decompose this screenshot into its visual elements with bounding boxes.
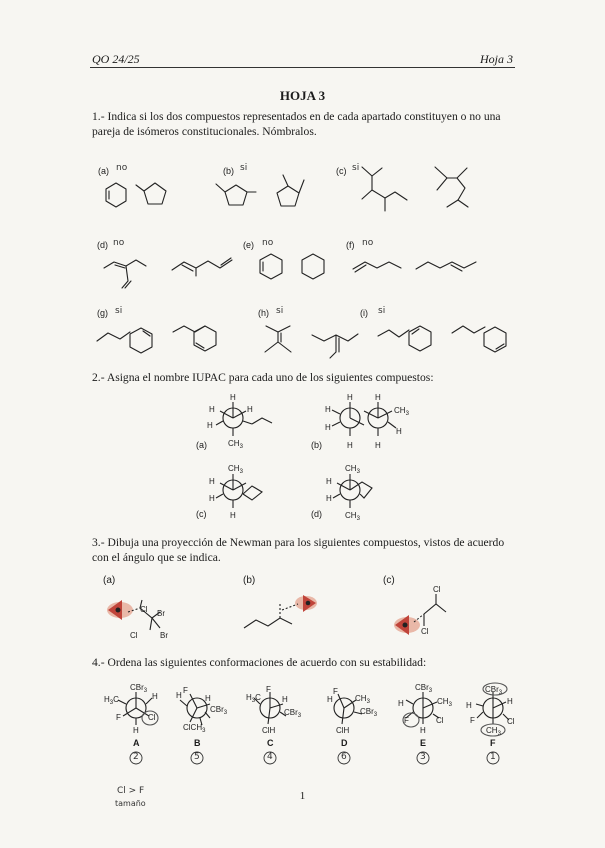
- svg-text:H: H: [420, 726, 426, 735]
- sheet-header: Hoja 3: [480, 52, 513, 66]
- svg-text:H3C: $H_3C$: [246, 693, 261, 704]
- conformation-rank-c: 4: [267, 752, 273, 762]
- q1-note-h: si: [276, 306, 284, 316]
- svg-text:H: H: [326, 477, 332, 486]
- svg-text:H: H: [375, 441, 381, 450]
- q1-label-c: (c): [336, 166, 347, 176]
- page-title: HOJA 3: [279, 88, 326, 103]
- conformation-rank-e: 3: [420, 752, 426, 762]
- question-1-text: Indica si los dos compuestos representados en de cada apartado constituyen o no una pareja de isómeros constitucionales. Nómbralos.: [92, 110, 501, 138]
- svg-text:H: H: [152, 692, 158, 701]
- q2-label-c: (c): [196, 509, 207, 519]
- q1-note-g: si: [115, 306, 123, 316]
- svg-text:CH3: $CH_3$: [228, 439, 243, 450]
- svg-text:CBr3: CBr$_3$: [485, 685, 503, 696]
- q1-label-b: (b): [223, 166, 234, 176]
- svg-text:H: H: [375, 393, 381, 402]
- conformation-rank-b: 5: [194, 752, 200, 762]
- svg-text:H: H: [398, 699, 404, 708]
- svg-text:H: H: [209, 405, 215, 414]
- svg-text:Cl: Cl: [433, 585, 441, 594]
- svg-text:Br: Br: [160, 631, 168, 640]
- svg-text:H: H: [176, 691, 182, 700]
- conformation-letter-e: E: [420, 738, 427, 748]
- svg-text:F: F: [470, 716, 475, 725]
- handwritten-note-line-1: Cl > F: [117, 786, 145, 796]
- svg-text:F: F: [183, 686, 188, 695]
- question-4-number: 4.-: [92, 656, 105, 669]
- svg-text:ClCH3: ClCH$_3$: [183, 723, 206, 734]
- svg-text:CBr3: CBr$_3$: [415, 683, 433, 694]
- svg-text:F: F: [333, 687, 338, 696]
- svg-text:H: H: [209, 477, 215, 486]
- svg-text:CBr3: CBr$_3$: [210, 705, 228, 716]
- question-3-text: Dibuja una proyección de Newman para los siguientes compuestos, vistos de acuerdo con el ángulo que se indica.: [92, 536, 505, 564]
- q2-label-a: (a): [196, 440, 207, 450]
- course-header: QO 24/25: [92, 52, 140, 66]
- q1-note-e: no: [262, 238, 274, 248]
- svg-text:F: F: [266, 685, 271, 694]
- conformation-letter-c: C: [267, 738, 274, 748]
- svg-text:Cl: Cl: [421, 627, 429, 636]
- svg-text:H: H: [507, 697, 513, 706]
- q1-label-i: (i): [360, 308, 368, 318]
- svg-text:CH3: $CH_3$: [228, 464, 243, 475]
- svg-text:F: F: [404, 716, 409, 725]
- svg-text:H: H: [247, 405, 253, 414]
- svg-text:CBr3: CBr$_3$: [360, 707, 378, 718]
- svg-text:H: H: [326, 494, 332, 503]
- conformation-rank-a: 2: [133, 752, 139, 762]
- handwritten-note-line-2: tamaño: [115, 799, 146, 808]
- q3-label-c: (c): [383, 575, 395, 586]
- svg-text:H: H: [347, 393, 353, 402]
- svg-text:CBr3: CBr$_3$: [284, 708, 302, 719]
- q1-note-a: no: [116, 163, 128, 173]
- conformation-letter-f: F: [490, 738, 496, 748]
- question-2-text: Asigna el nombre IUPAC para cada uno de los siguientes compuestos:: [106, 371, 434, 384]
- q1-note-i: si: [378, 306, 386, 316]
- question-3-number: 3.-: [92, 536, 105, 549]
- svg-text:H: H: [133, 726, 139, 735]
- question-2-number: 2.-: [92, 371, 105, 384]
- svg-text:H: H: [207, 421, 213, 430]
- question-4-text: Ordena las siguientes conformaciones de acuerdo con su estabilidad:: [107, 656, 427, 669]
- q1-label-g: (g): [97, 308, 108, 318]
- svg-text:H: H: [396, 427, 402, 436]
- q1-note-f: no: [362, 238, 374, 248]
- svg-text:CH3: $CH_3$: [355, 694, 370, 705]
- conformation-letter-b: B: [194, 738, 201, 748]
- q1-label-e: (e): [243, 240, 254, 250]
- q3-label-a: (a): [103, 575, 116, 586]
- conformation-rank-d: 6: [341, 752, 347, 762]
- svg-text:H: H: [282, 695, 288, 704]
- svg-text:F: F: [116, 713, 121, 722]
- q1-note-b: si: [240, 163, 248, 173]
- svg-text:CH3: $CH_3$: [345, 511, 360, 522]
- svg-text:H: H: [230, 393, 236, 402]
- q1-note-c: si: [352, 163, 360, 173]
- conformation-letter-d: D: [341, 738, 348, 748]
- page-number: 1: [299, 790, 306, 802]
- conformation-rank-f: 1: [490, 752, 496, 762]
- svg-text:CBr3: CBr$_3$: [130, 683, 148, 694]
- q1-label-h: (h): [258, 308, 269, 318]
- q3-label-b: (b): [243, 575, 256, 586]
- svg-text:Cl: Cl: [130, 631, 138, 640]
- svg-text:H: H: [347, 441, 353, 450]
- svg-text:H3C: $H_3C$: [104, 695, 119, 706]
- svg-text:Cl: Cl: [507, 717, 515, 726]
- q2-label-d: (d): [311, 509, 322, 519]
- svg-text:ClH: ClH: [262, 726, 276, 735]
- svg-text:H: H: [325, 423, 331, 432]
- q1-label-f: (f): [346, 240, 355, 250]
- q1-label-d: (d): [97, 240, 108, 250]
- svg-text:Br: Br: [157, 609, 165, 618]
- q1-note-d: no: [113, 238, 125, 248]
- svg-text:Cl: Cl: [140, 605, 148, 614]
- q2-label-b: (b): [311, 440, 322, 450]
- svg-text:CH3: $CH_3$: [394, 406, 409, 417]
- svg-text:H: H: [327, 695, 333, 704]
- svg-text:Cl: Cl: [148, 713, 156, 722]
- question-1-number: 1.-: [92, 110, 105, 123]
- q1-label-a: (a): [98, 166, 109, 176]
- conformation-letter-a: A: [133, 738, 140, 748]
- svg-text:H: H: [209, 494, 215, 503]
- svg-text:H: H: [466, 701, 472, 710]
- svg-text:ClH: ClH: [336, 726, 350, 735]
- svg-text:H: H: [230, 511, 236, 520]
- svg-text:H: H: [325, 405, 331, 414]
- svg-text:H: H: [205, 694, 211, 703]
- svg-text:CH3: $CH_3$: [345, 464, 360, 475]
- svg-text:CH3: $CH_3$: [486, 726, 501, 737]
- svg-text:CH3: $CH_3$: [437, 697, 452, 708]
- svg-text:Cl: Cl: [436, 716, 444, 725]
